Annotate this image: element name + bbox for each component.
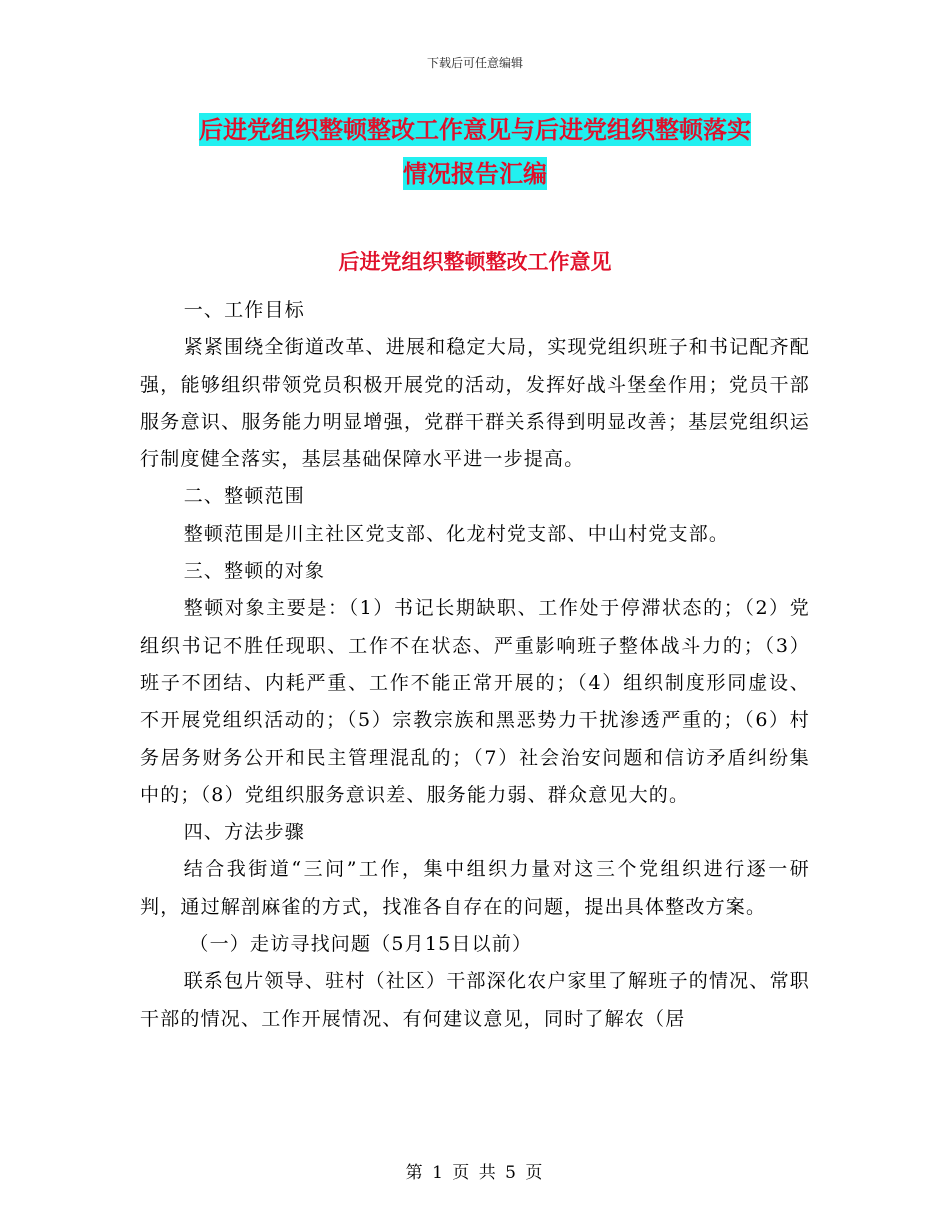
heading-work-goal: 一、工作目标 [183,299,305,321]
document-title [140,108,810,196]
paragraph-visit: 联系包片领导、驻村（社区）干部深化农户家里了解班子的情况、常职干部的情况、工作开展情况、有何建议意见，同时了解农（居 [140,970,810,1030]
title-line-1: 后进党组织整顿整改工作意见与后进党组织整顿落实 [199,115,751,144]
paragraph-targets: 整顿对象主要是：（1）书记长期缺职、工作处于停滞状态的；（2）党组织书记不胜任现职、工作不在状态、严重影响班子整体战斗力的；（3）班子不团结、内耗严重、工作不能正常开展的；（4）组织制度形同虚设、不开展党组织活动的；（5）宗教宗族和黑恶势力干扰渗透严重的；（6）村务居务财务公开和民主管理混乱的；（7）社会治安问题和信访矛盾纠纷集中的；（8）党组织服务意识差、服务能力弱、群众意见大的。 [140,597,810,806]
subheading-visit: （一）走访寻找问题（5月15日以前） [189,933,533,956]
header-note: 下载后可任意编辑 [426,56,523,70]
heading-scope: 二、整顿范围 [183,485,305,508]
title-line-2: 情况报告汇编 [403,159,547,188]
section-title: 后进党组织整顿整改工作意见 [338,249,612,274]
heading-targets: 三、整顿的对象 [183,560,326,583]
document-body [140,292,810,1038]
paragraph-work-goal: 紧紧围绕全街道改革、进展和稳定大局，实现党组织班子和书记配齐配强，能够组织带领党员积极开展党的活动，发挥好战斗堡垒作用；党员干部服务意识、服务能力明显增强，党群干群关系得到明显改善；基层党组织运行制度健全落实，基层基础保障水平进一步提高。 [140,336,810,471]
paragraph-methods: 结合我街道“三问”工作，集中组织力量对这三个党组织进行逐一研判，通过解剖麻雀的方式，找准各自存在的问题，提出具体整改方案。 [140,858,810,918]
heading-methods: 四、方法步骤 [183,821,305,844]
page-footer: 第 1 页 共 5 页 [405,1163,545,1183]
paragraph-scope: 整顿范围是川主社区党支部、化龙村党支部、中山村党支部。 [183,522,730,545]
